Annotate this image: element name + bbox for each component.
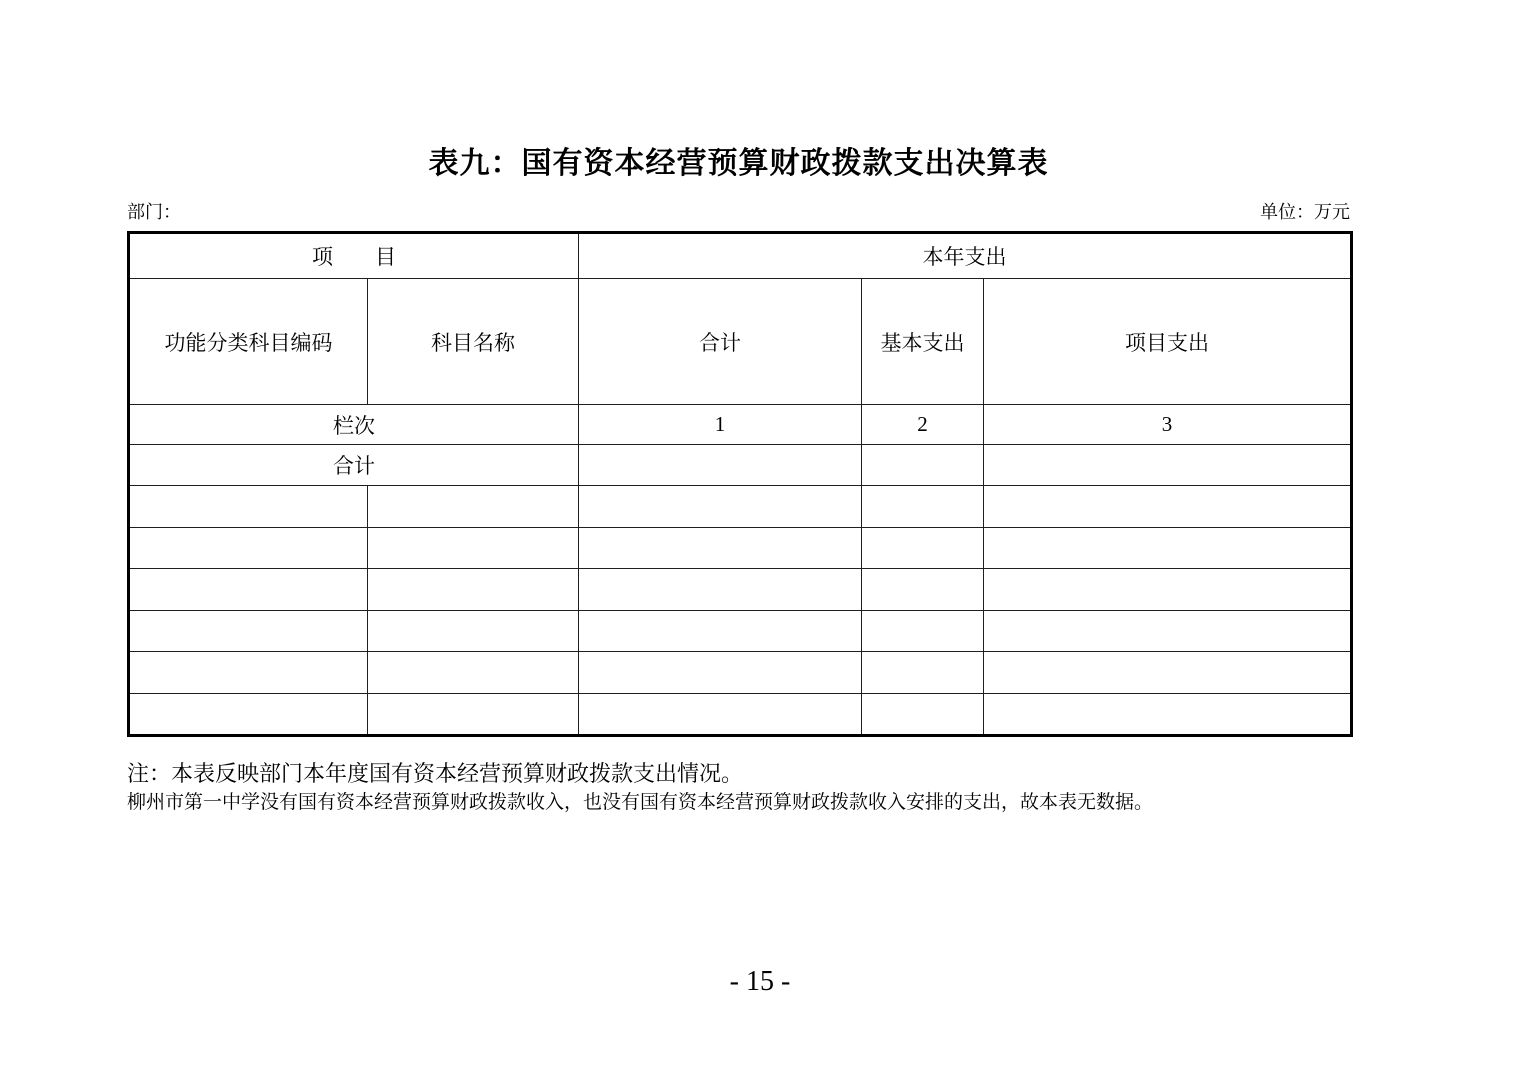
empty-cell	[984, 486, 1352, 528]
cell-total-value-3	[984, 445, 1352, 486]
empty-cell	[368, 569, 579, 611]
cell-column-index-1: 1	[579, 405, 862, 445]
empty-cell	[129, 569, 368, 611]
empty-cell	[368, 693, 579, 736]
empty-cell	[129, 486, 368, 528]
header-cell-function-class-code: 功能分类科目编码	[129, 279, 368, 405]
table-row-empty	[129, 652, 1352, 694]
budget-table	[127, 231, 1353, 737]
empty-cell	[984, 527, 1352, 569]
empty-cell	[368, 527, 579, 569]
cell-total-label: 合计	[129, 445, 579, 486]
empty-cell	[984, 693, 1352, 736]
page-title: 表九：国有资本经营预算财政拨款支出决算表	[428, 147, 1049, 180]
cell-total-value-2	[862, 445, 984, 486]
empty-cell	[984, 610, 1352, 652]
table-row-group-header	[129, 233, 1352, 279]
page-number: - 15 -	[729, 966, 791, 997]
table-row-column-headers	[129, 279, 1352, 405]
meta-row	[127, 201, 1350, 223]
cell-column-index-3: 3	[984, 405, 1352, 445]
empty-cell	[368, 486, 579, 528]
table-row-empty	[129, 569, 1352, 611]
note-line-2: 柳州市第一中学没有国有资本经营预算财政拨款收入，也没有国有资本经营预算财政拨款收入安排的支出，故本表无数据。	[127, 792, 1154, 813]
empty-cell	[129, 527, 368, 569]
unit-label: 单位：万元	[1260, 202, 1350, 222]
header-cell-item-group: 项 目	[129, 233, 579, 279]
header-cell-current-year-expense: 本年支出	[579, 233, 1352, 279]
header-cell-project-expense: 项目支出	[984, 279, 1352, 405]
empty-cell	[579, 693, 862, 736]
header-cell-basic-expense: 基本支出	[862, 279, 984, 405]
department-label: 部门：	[127, 202, 181, 222]
empty-cell	[862, 610, 984, 652]
empty-cell	[129, 610, 368, 652]
empty-cell	[368, 652, 579, 694]
table-row-column-index	[129, 405, 1352, 445]
empty-cell	[984, 569, 1352, 611]
header-cell-subject-name: 科目名称	[368, 279, 579, 405]
empty-cell	[984, 652, 1352, 694]
empty-cell	[129, 652, 368, 694]
empty-cell	[129, 693, 368, 736]
table-row-empty	[129, 693, 1352, 736]
empty-cell	[862, 486, 984, 528]
note-line-1: 注：本表反映部门本年度国有资本经营预算财政拨款支出情况。	[127, 761, 744, 786]
empty-cell	[579, 610, 862, 652]
empty-cell	[368, 610, 579, 652]
empty-rows-body	[129, 486, 1352, 736]
header-cell-total: 合计	[579, 279, 862, 405]
empty-cell	[862, 652, 984, 694]
empty-cell	[862, 527, 984, 569]
empty-cell	[579, 527, 862, 569]
cell-column-index-2: 2	[862, 405, 984, 445]
empty-cell	[579, 569, 862, 611]
empty-cell	[862, 569, 984, 611]
empty-cell	[579, 486, 862, 528]
table-row-empty	[129, 527, 1352, 569]
cell-column-index-label: 栏次	[129, 405, 579, 445]
empty-cell	[579, 652, 862, 694]
table-row-total	[129, 445, 1352, 486]
table-row-empty	[129, 610, 1352, 652]
empty-cell	[862, 693, 984, 736]
cell-total-value-1	[579, 445, 862, 486]
table-row-empty	[129, 486, 1352, 528]
